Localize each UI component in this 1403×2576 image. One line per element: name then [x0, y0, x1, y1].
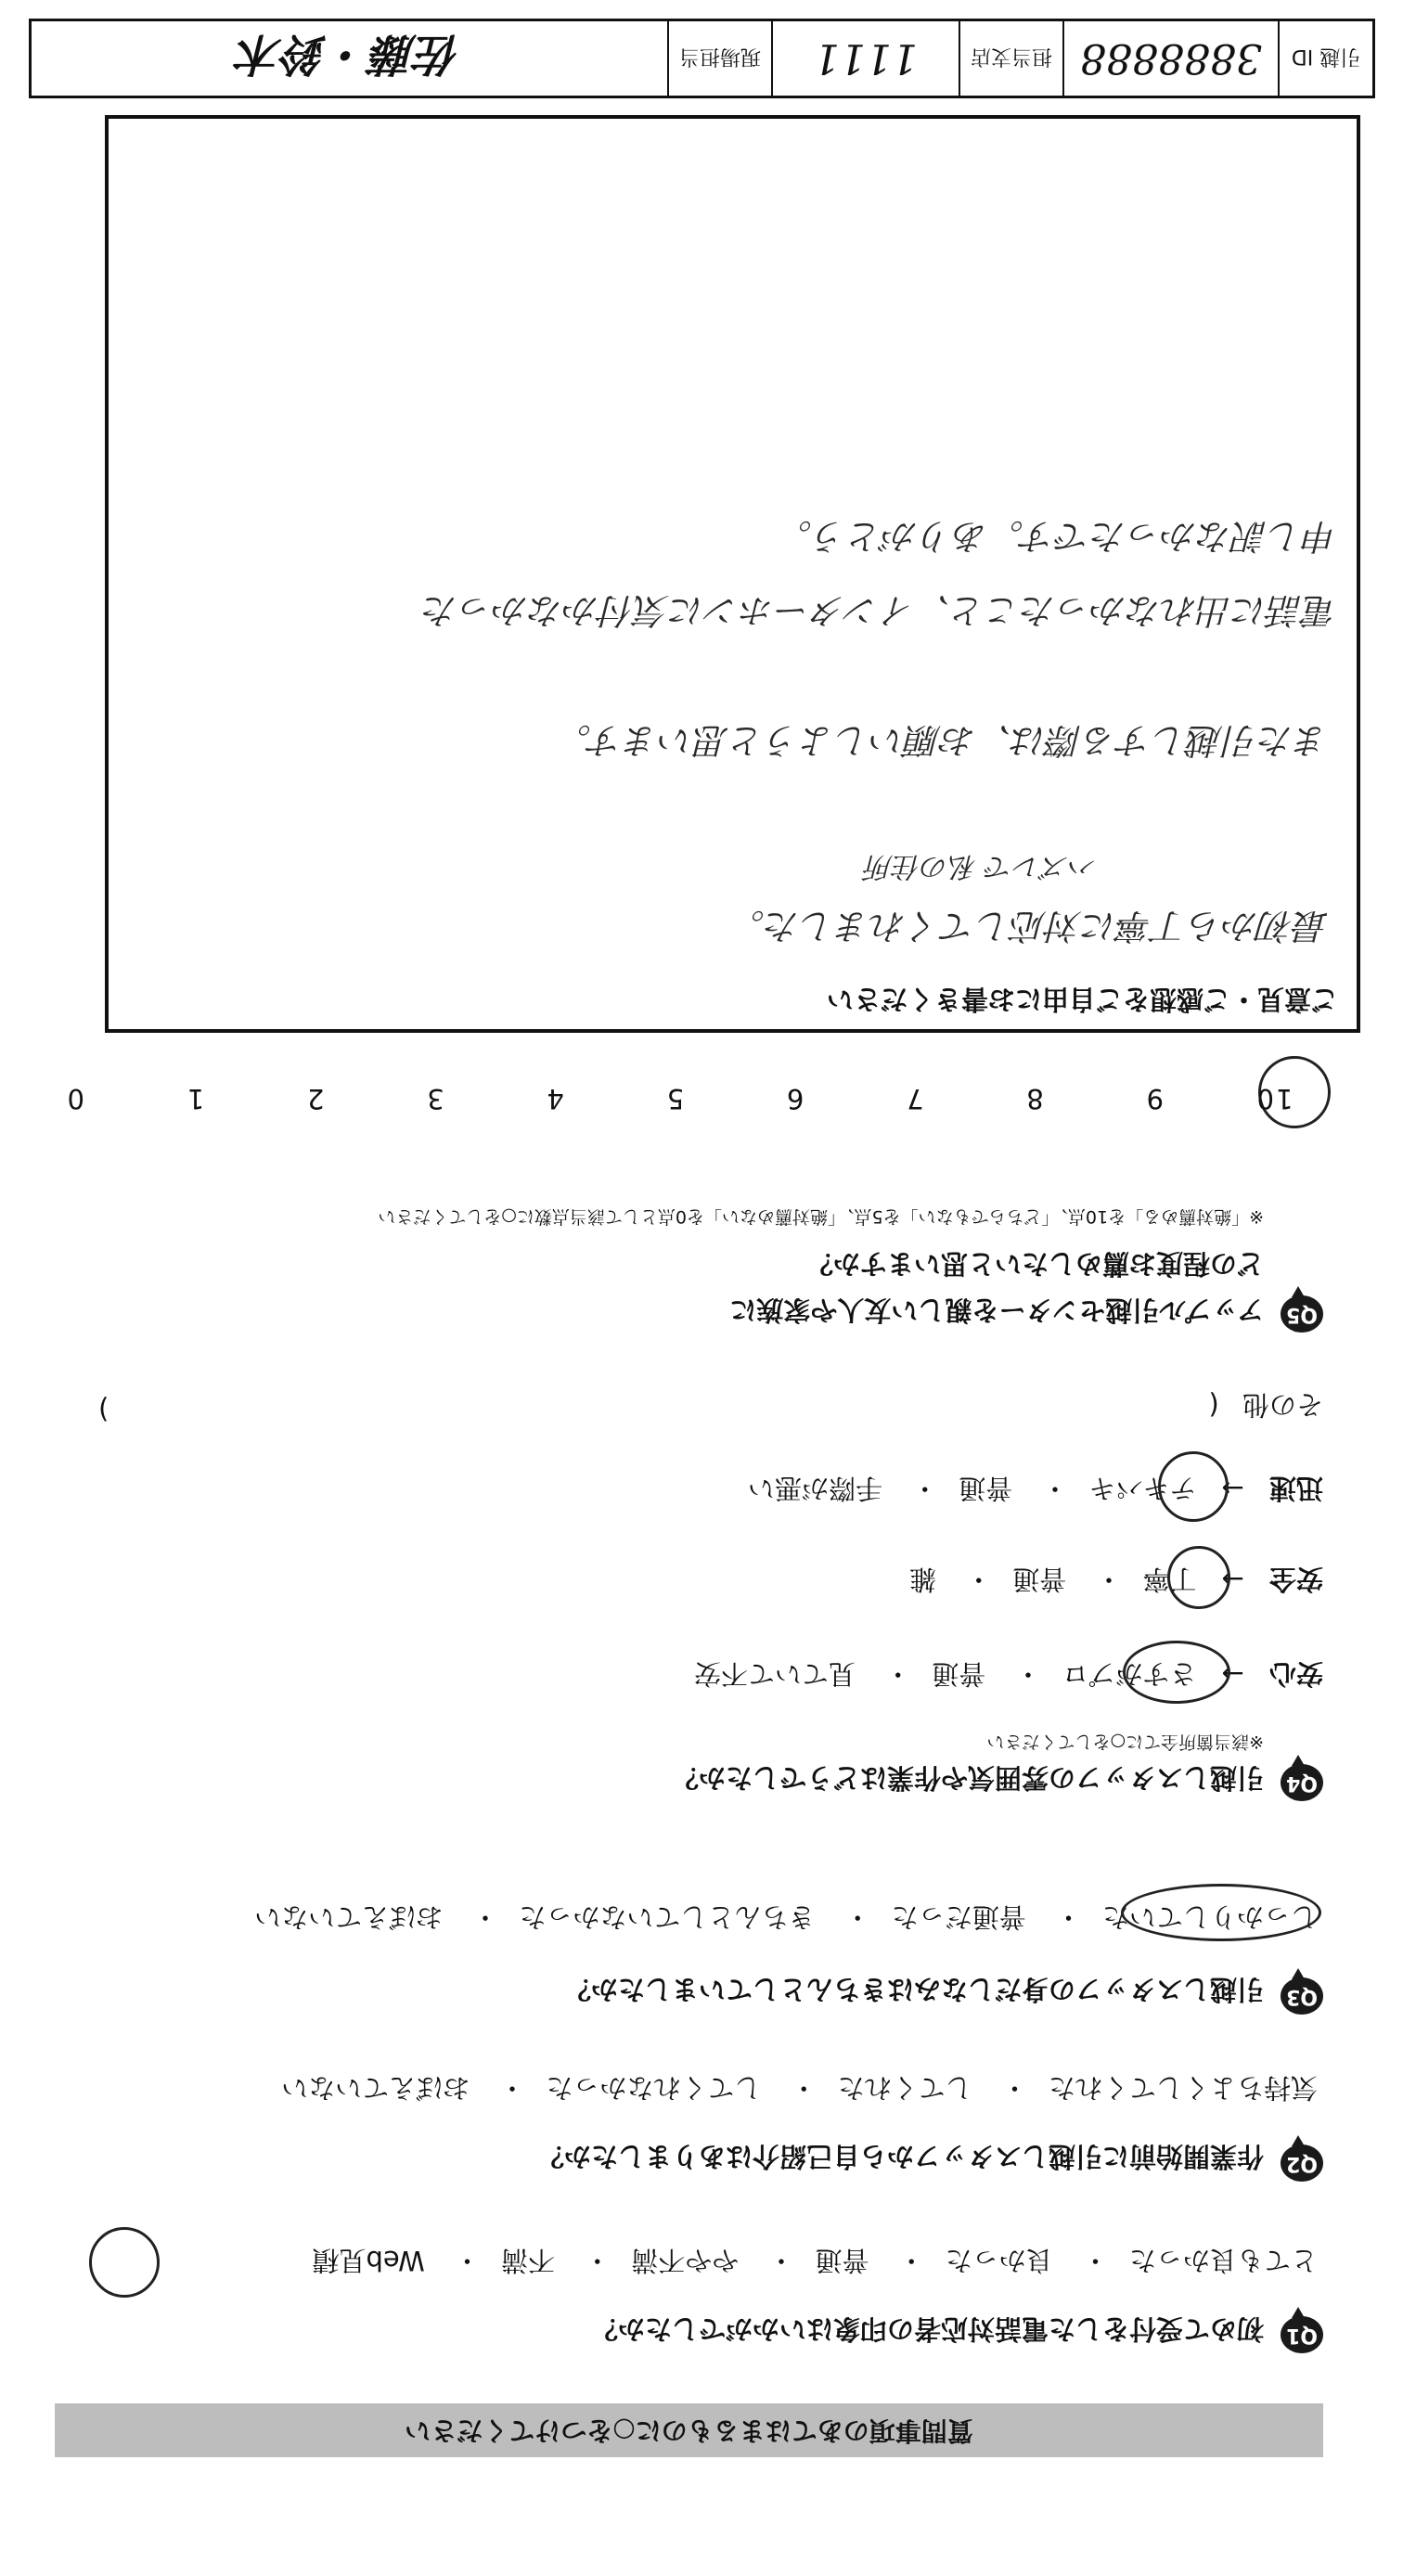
q1-option[interactable]: 良かった [945, 2245, 1053, 2276]
q2-option[interactable]: おぼえていない [281, 2072, 470, 2104]
q2-option[interactable]: してくれなかった [546, 2072, 762, 2104]
branch-value: 1111 [771, 21, 959, 96]
q1-option[interactable]: 不満 [500, 2245, 555, 2276]
rating-option-3[interactable]: 3 [425, 1083, 444, 1114]
info-table [29, 19, 1375, 98]
q5-question-line1: アップル引越センターを親しい友人や家族に [729, 1294, 1264, 1326]
answer-circle-mark [1121, 1884, 1321, 1941]
q4-note: ※該当箇所全てに○をしてください [986, 1732, 1264, 1752]
q1-question: 初めて受付をした電話対応者の印象はいかがでしたか？ [590, 2313, 1264, 2345]
q3-option[interactable]: 普通だった [891, 1901, 1026, 1933]
q3-option[interactable]: きちんとしていなかった [519, 1901, 816, 1933]
q4-row-label: 迅速 [1268, 1473, 1323, 1504]
handwritten-line: 電話に出れなかったこと、インターホンに気付かなかった [422, 590, 1338, 631]
branch-label: 担当支店 [959, 21, 1062, 96]
q4-row-anzen: 安全 → 丁寧・ 普通・ 雑 [908, 1564, 1323, 1595]
q4-option[interactable]: さすがプロ [1062, 1658, 1197, 1690]
rating-option-2[interactable]: 2 [305, 1083, 325, 1114]
q5-note: ※「絶対薦める」を10点、「どちらでもない」を5点、「絶対薦めない」を0点として該当点数に○をしてください [378, 1206, 1264, 1227]
q1-option[interactable]: Web見積 [312, 2245, 425, 2276]
q4-row-label: 安全 [1268, 1564, 1323, 1595]
q5-badge: Q5 [1281, 1295, 1323, 1333]
arrow-icon: → [1221, 1473, 1244, 1504]
handwritten-line: 最初から丁寧に対応してくれました。 [728, 906, 1329, 947]
q4-question: 引越しスタッフの雰囲気や作業はどうでしたか？ [671, 1762, 1264, 1794]
q1-option[interactable]: やや不満 [631, 2245, 740, 2276]
move-id-label: 引越 ID [1278, 21, 1372, 96]
q2-option[interactable]: 気持ちよくしてくれた [1048, 2072, 1318, 2104]
answer-circle-mark [1123, 1641, 1230, 1704]
q4-option[interactable]: 丁寧 [1142, 1564, 1197, 1595]
q2-question: 作業開始前に引越しスタッフから自己紹介はありましたか？ [536, 2141, 1264, 2172]
q1-option[interactable]: とても良かった [1128, 2245, 1318, 2276]
arrow-icon: → [1221, 1658, 1244, 1690]
q4-option[interactable]: 普通 [1012, 1564, 1067, 1595]
q4-other-label: その他 [1242, 1389, 1323, 1421]
q4-other-row: その他 ( ) [98, 1389, 1323, 1425]
q4-option[interactable]: 手際が悪い [747, 1473, 882, 1504]
answer-circle-mark [89, 2227, 160, 2298]
q3-option[interactable]: おぼえていない [254, 1901, 444, 1933]
handwritten-line: また引越しする際は、お願いしようと思います。 [556, 720, 1329, 761]
answer-circle-mark [1158, 1451, 1229, 1522]
rating-option-6[interactable]: 6 [784, 1083, 804, 1114]
instruction-band [55, 2403, 1323, 2457]
q4-badge: Q4 [1281, 1764, 1323, 1801]
q4-row-anshin: 安心 → さすがプロ・ 普通・ 見ていて不安 [693, 1658, 1323, 1690]
handwritten-line: 申し訳なかったです。ありがとう。 [777, 516, 1338, 557]
handwritten-line: ハズレで 私の住所 [865, 850, 1097, 882]
q2-option[interactable]: してくれた [837, 2072, 972, 2104]
staff-value: 佐藤・鈴木 [238, 28, 461, 81]
q1-option[interactable]: 普通 [815, 2245, 869, 2276]
q1-options: とても良かった・ 良かった・ 普通・ やや不満・ 不満・ Web見積 [312, 2245, 1318, 2276]
rating-option-5[interactable]: 5 [664, 1083, 685, 1114]
q3-options: しっかりしていた・ 普通だった・ きちんとしていなかった・ おぼえていない [254, 1901, 1318, 1933]
q2-options: 気持ちよくしてくれた・ してくれた・ してくれなかった・ おぼえていない [281, 2072, 1318, 2104]
q4-row-jinsoku: 迅速 → テキパキ・ 普通・ 手際が悪い [747, 1473, 1323, 1504]
move-id-value: 3888888 [1062, 21, 1278, 96]
instruction-text: 質問事項のあてはまるものに○をつけてください [405, 2415, 973, 2446]
rating-option-8[interactable]: 8 [1024, 1083, 1044, 1114]
rating-option-1[interactable]: 1 [185, 1083, 205, 1114]
q3-option[interactable]: しっかりしていた [1101, 1901, 1318, 1933]
q1-badge: Q1 [1281, 2316, 1323, 2353]
q4-option[interactable]: 雑 [908, 1564, 936, 1595]
rating-option-9[interactable]: 9 [1144, 1083, 1165, 1114]
q5-rating-scale [20, 1083, 1329, 1114]
q4-row-label: 安心 [1268, 1658, 1323, 1690]
q4-option[interactable]: テキパキ [1088, 1473, 1197, 1504]
q3-question: 引越しスタッフの身だしなみはきちんとしていましたか？ [563, 1974, 1264, 2005]
q4-option[interactable]: 見ていて不安 [693, 1658, 856, 1690]
q5-question-line2: どの程度お薦めしたいと思いますか？ [805, 1248, 1264, 1280]
q4-option[interactable]: 普通 [932, 1658, 986, 1690]
rating-option-0[interactable]: 0 [65, 1083, 85, 1114]
rating-option-10[interactable]: 10 [1255, 1083, 1294, 1114]
q2-badge: Q2 [1281, 2145, 1323, 2182]
q3-badge: Q3 [1281, 1977, 1323, 2015]
answer-circle-mark [1167, 1546, 1230, 1609]
rating-option-4[interactable]: 4 [545, 1083, 564, 1114]
staff-label: 現場担当 [667, 21, 771, 96]
comment-title: ご意見・ご感想をご自由にお書きください [826, 984, 1338, 1015]
arrow-icon: → [1221, 1564, 1244, 1595]
rating-option-7[interactable]: 7 [905, 1083, 924, 1114]
q4-option[interactable]: 普通 [959, 1473, 1013, 1504]
comment-box[interactable] [105, 115, 1360, 1033]
